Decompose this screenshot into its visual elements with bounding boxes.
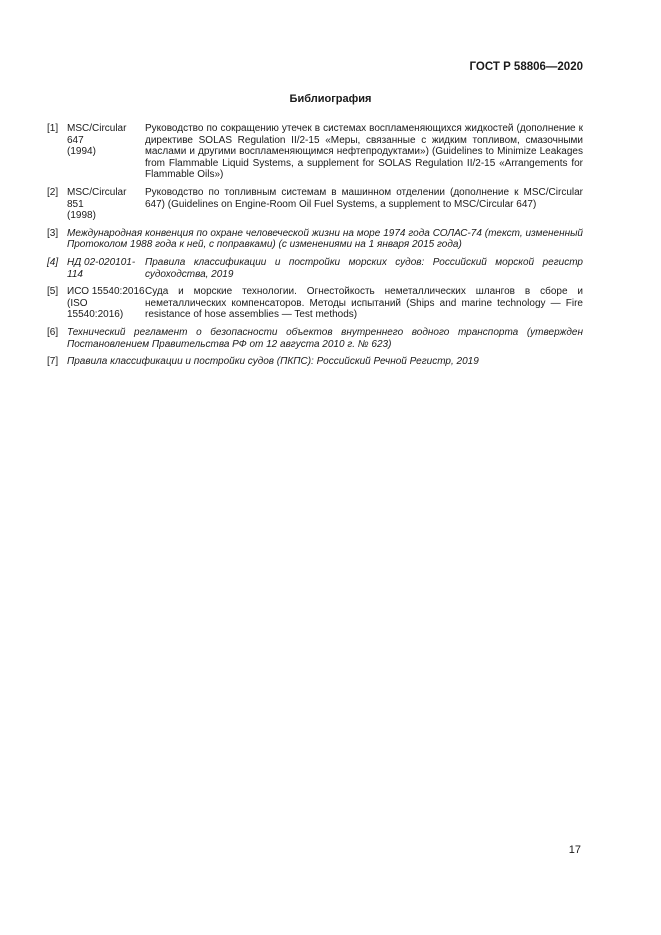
bibliography-title: Библиография [289, 93, 372, 105]
entry-text: Руководство по топливным системам в машинном отделении (дополнение к MSC/Circular 647) (Guidelines on Engine-Room Oil Fuel Systems, a supplement to MSC/Circular 647) [145, 186, 583, 210]
entry-number: [1] [47, 123, 59, 134]
entry-number: [7] [47, 356, 59, 368]
entry-text: Правила классификации и постройки судов (ПКПС): Российский Речной Регистр, 2019 [67, 356, 479, 368]
bibliography-entry-7 [47, 356, 583, 368]
bibliography-entry-3 [47, 228, 583, 251]
bibliography-entry-6 [47, 327, 583, 350]
entry-source-line: (ISO 15540:2016) [67, 297, 124, 321]
bibliography-entry-5 [47, 286, 583, 321]
entry-text: Технический регламент о безопасности объектов внутреннего водного транспорта (утвержден Постановлением Правительства РФ от 12 августа 2010 г. № 623) [67, 326, 583, 350]
entry-source-line: ИСО 15540:2016 [67, 286, 145, 298]
entry-source [67, 286, 145, 321]
entry-source-line: (1998) [67, 210, 96, 222]
entry-text: Суда и морские технологии. Огнестойкость неметаллических шлангов в сборе и неметаллических компенсаторов. Методы испытаний (Ships and marine technology — Fire resistance of hose assemblies — Test methods) [145, 286, 583, 321]
bibliography-entry-2 [47, 187, 583, 222]
bibliography-entry-4 [47, 257, 583, 280]
entry-source [67, 187, 145, 222]
entry-number: [6] [47, 326, 59, 338]
entry-source-line: MSC/Circular 647 [67, 123, 127, 146]
entry-source-line: MSC/Circular 851 [67, 186, 127, 210]
entry-text: Правила классификации и постройки морских судов: Российский морской регистр судоходства, 2019 [145, 256, 583, 280]
entry-text: Руководство по сокращению утечек в системах воспламеняющихся жидкостей (дополнение к директиве SOLAS Regulation II/2-15 «Меры, связанные с жидким топливом, смазочными маслами и другими воспламеняющимся нефтепродуктами») (Guidelines to Minimize Leakages from Flammable Liquid Systems, a supplement for SOLAS Regulation II/2-15 «Arrangements for Flammable Oils») [145, 123, 583, 181]
document-standard-header: ГОСТ Р 58806—2020 [469, 61, 583, 73]
entry-source: НД 02-020101-114 [67, 256, 136, 280]
entry-source [67, 123, 145, 181]
entry-number: [2] [47, 186, 59, 198]
entry-source-line: (1994) [67, 146, 96, 158]
entry-number: [3] [47, 227, 59, 239]
entry-text: Международная конвенция по охране человеческой жизни на море 1974 года СОЛАС-74 (текст, измененный Протоколом 1988 года к ней, с поправками) (с изменениями на 1 января 2015 года) [67, 227, 583, 251]
bibliography-entry-1 [47, 123, 583, 181]
entry-number: [4] [47, 256, 59, 268]
bibliography-list [47, 123, 583, 374]
page-number: 17 [568, 844, 581, 856]
entry-number: [5] [47, 286, 59, 298]
